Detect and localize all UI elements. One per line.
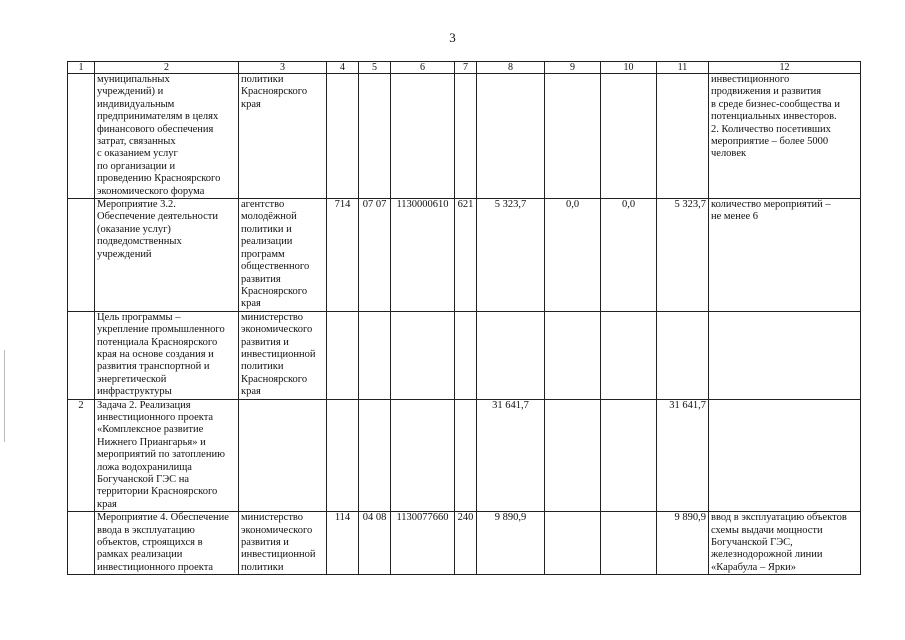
table-cell-col11 bbox=[657, 74, 709, 199]
table-cell-col4: 714 bbox=[327, 199, 359, 312]
table-cell-col10 bbox=[601, 512, 657, 575]
table-cell-col10: 0,0 bbox=[601, 199, 657, 312]
table-row bbox=[68, 399, 861, 512]
table-cell-col8: 5 323,7 bbox=[477, 199, 545, 312]
table-cell-col4 bbox=[327, 311, 359, 399]
page-number: 3 bbox=[449, 30, 456, 45]
table-cell-col3: министерство экономического развития и инвестиционной политики Красноярского края bbox=[239, 311, 327, 399]
table-cell-col7 bbox=[455, 311, 477, 399]
column-number: 2 bbox=[95, 62, 239, 74]
table-cell-col10 bbox=[601, 311, 657, 399]
table-cell-col4 bbox=[327, 74, 359, 199]
table-cell-col9 bbox=[545, 74, 601, 199]
table-cell-col3: министерство экономического развития и инвестиционной политики bbox=[239, 512, 327, 575]
column-number: 11 bbox=[657, 62, 709, 74]
table-cell-col9: 0,0 bbox=[545, 199, 601, 312]
table-cell-col5 bbox=[359, 399, 391, 512]
table-cell-col2: муниципальных учреждений) и индивидуальным предпринимателям в целях финансового обеспечения затрат, связанных с оказанием услуг по организации и проведению Красноярского экономического форума bbox=[95, 74, 239, 199]
table-cell-col6 bbox=[391, 74, 455, 199]
table-cell-col2: Задача 2. Реализация инвестиционного проекта «Комплексное развитие Нижнего Приангарья» и мероприятий по затоплению ложа водохранилища Богучанской ГЭС на территории Красноярского края bbox=[95, 399, 239, 512]
table-cell-col12 bbox=[709, 399, 861, 512]
table-cell-col7 bbox=[455, 74, 477, 199]
table-cell-col6: 1130077660 bbox=[391, 512, 455, 575]
table-cell-col11 bbox=[657, 311, 709, 399]
table-row bbox=[68, 311, 861, 399]
table-cell-col2: Мероприятие 3.2. Обеспечение деятельности (оказание услуг) подведомственных учреждений bbox=[95, 199, 239, 312]
table-cell-col11: 5 323,7 bbox=[657, 199, 709, 312]
table-cell-col4 bbox=[327, 399, 359, 512]
table-cell-col1 bbox=[68, 199, 95, 312]
table-cell-col7: 621 bbox=[455, 199, 477, 312]
table-cell-col2: Мероприятие 4. Обеспечение ввода в эксплуатацию объектов, строящихся в рамках реализации инвестиционного проекта bbox=[95, 512, 239, 575]
column-number: 10 bbox=[601, 62, 657, 74]
column-number: 6 bbox=[391, 62, 455, 74]
table-cell-col12: ввод в эксплуатацию объектов схемы выдачи мощности Богучанской ГЭС, железнодорожной линии «Карабула – Ярки» bbox=[709, 512, 861, 575]
table-cell-col10 bbox=[601, 74, 657, 199]
table-cell-col8 bbox=[477, 74, 545, 199]
table-cell-col7: 240 bbox=[455, 512, 477, 575]
table-cell-col9 bbox=[545, 399, 601, 512]
table-cell-col6: 1130000610 bbox=[391, 199, 455, 312]
table-cell-col7 bbox=[455, 399, 477, 512]
column-number: 1 bbox=[68, 62, 95, 74]
table-cell-col3: политики Красноярского края bbox=[239, 74, 327, 199]
column-number: 9 bbox=[545, 62, 601, 74]
column-number-row bbox=[68, 62, 861, 74]
table-cell-col3 bbox=[239, 399, 327, 512]
column-number: 8 bbox=[477, 62, 545, 74]
table-cell-col6 bbox=[391, 311, 455, 399]
table-cell-col4: 114 bbox=[327, 512, 359, 575]
table-cell-col1 bbox=[68, 74, 95, 199]
column-number: 12 bbox=[709, 62, 861, 74]
table-row bbox=[68, 74, 861, 199]
table-cell-col6 bbox=[391, 399, 455, 512]
table-cell-col11: 31 641,7 bbox=[657, 399, 709, 512]
table-cell-col5 bbox=[359, 311, 391, 399]
column-number: 7 bbox=[455, 62, 477, 74]
column-number: 3 bbox=[239, 62, 327, 74]
table-cell-col5 bbox=[359, 74, 391, 199]
table-cell-col9 bbox=[545, 311, 601, 399]
table-cell-col8 bbox=[477, 311, 545, 399]
table-cell-col8: 9 890,9 bbox=[477, 512, 545, 575]
table-cell-col12: инвестиционного продвижения и развития в среде бизнес-сообщества и потенциальных инвесторов. 2. Количество посетивших мероприятие – более 5000 человек bbox=[709, 74, 861, 199]
table-cell-col3: агентство молодёжной политики и реализации программ общественного развития Красноярского края bbox=[239, 199, 327, 312]
scan-margin-line bbox=[4, 350, 5, 442]
table-cell-col1 bbox=[68, 311, 95, 399]
table-cell-col2: Цель программы – укрепление промышленного потенциала Красноярского края на основе создания и развития транспортной и энергетической инфраструктуры bbox=[95, 311, 239, 399]
table-cell-col5: 07 07 bbox=[359, 199, 391, 312]
table-cell-col5: 04 08 bbox=[359, 512, 391, 575]
table-cell-col12: количество мероприятий – не менее 6 bbox=[709, 199, 861, 312]
column-number: 4 bbox=[327, 62, 359, 74]
table-cell-col9 bbox=[545, 512, 601, 575]
column-number: 5 bbox=[359, 62, 391, 74]
table-row bbox=[68, 199, 861, 312]
table-cell-col12 bbox=[709, 311, 861, 399]
program-table bbox=[67, 61, 861, 575]
table-row bbox=[68, 512, 861, 575]
table-cell-col1 bbox=[68, 512, 95, 575]
table-cell-col1: 2 bbox=[68, 399, 95, 512]
table-cell-col11: 9 890,9 bbox=[657, 512, 709, 575]
table-cell-col8: 31 641,7 bbox=[477, 399, 545, 512]
table-cell-col10 bbox=[601, 399, 657, 512]
